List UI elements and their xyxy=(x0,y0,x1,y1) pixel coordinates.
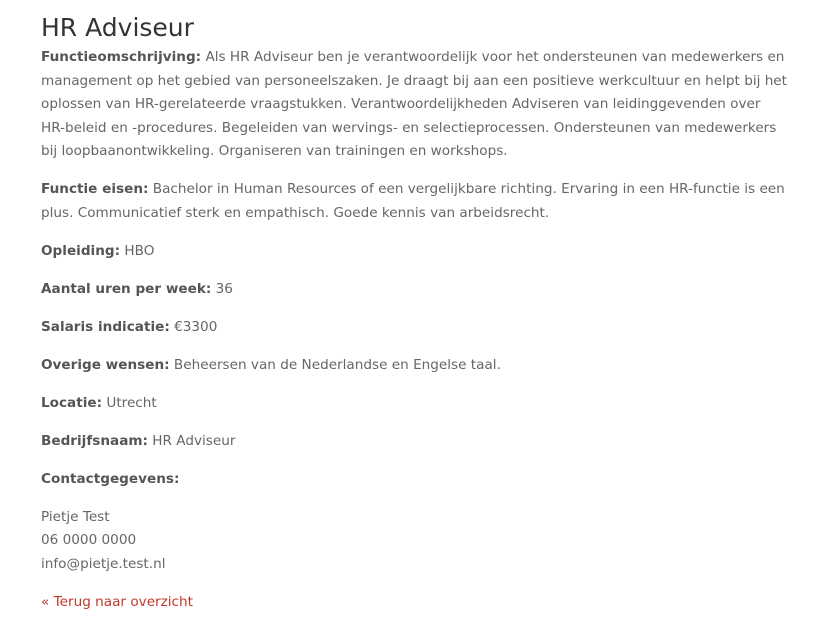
education-paragraph xyxy=(41,240,787,264)
salary-label: Salaris indicatie: xyxy=(41,318,170,335)
company-label: Bedrijfsnaam: xyxy=(41,432,148,449)
location-label: Locatie: xyxy=(41,394,103,411)
description-label: Functieomschrijving: xyxy=(41,49,202,65)
requirements-label: Functie eisen: xyxy=(41,181,149,197)
location-text: Utrecht xyxy=(106,394,157,411)
contact-label: Contactgegevens: xyxy=(41,470,180,487)
back-link-paragraph xyxy=(41,591,787,615)
salary-text: €3300 xyxy=(174,318,218,335)
contact-phone: 06 0000 0000 xyxy=(41,532,137,548)
description-text: Als HR Adviseur ben je verantwoordelijk voor het ondersteunen van medewerkers en management op het gebied van personeelszaken. Je draagt bij aan een positieve werkcultuur en helpt bij het oplossen van HR-gerelateerde vraagstukken. Verantwoordelijkheden Adviseren van leidinggevenden over HR-beleid en -procedures. Begeleiden van wervings- en selectieprocessen. Ondersteunen van medewerkers bij loopbaanontwikkeling. Organiseren van trainingen en workshops. xyxy=(41,49,788,159)
hours-label: Aantal uren per week: xyxy=(41,280,212,297)
location-paragraph xyxy=(41,392,787,416)
contact-name: Pietje Test xyxy=(41,508,110,525)
hours-text: 36 xyxy=(215,280,233,297)
description-paragraph xyxy=(41,46,787,164)
other-wishes-label: Overige wensen: xyxy=(41,356,170,373)
salary-paragraph xyxy=(41,316,787,340)
page-title: HR Adviseur xyxy=(41,13,194,42)
other-wishes-paragraph xyxy=(41,354,787,378)
requirements-paragraph xyxy=(41,178,787,225)
back-to-overview-link[interactable]: « Terug naar overzicht xyxy=(41,593,193,610)
company-paragraph xyxy=(41,430,787,454)
contact-email: info@pietje.test.nl xyxy=(41,555,166,572)
contact-heading-paragraph xyxy=(41,468,787,492)
hours-paragraph xyxy=(41,278,787,302)
education-label: Opleiding: xyxy=(41,242,121,259)
requirements-text: Bachelor in Human Resources of een vergelijkbare richting. Ervaring in een HR-functie is een plus. Communicatief sterk en empathisch. Goede kennis van arbeidsrecht. xyxy=(41,181,785,221)
education-text: HBO xyxy=(124,242,155,259)
company-text: HR Adviseur xyxy=(152,432,236,449)
other-wishes-text: Beheersen van de Nederlandse en Engelse taal. xyxy=(173,356,501,373)
